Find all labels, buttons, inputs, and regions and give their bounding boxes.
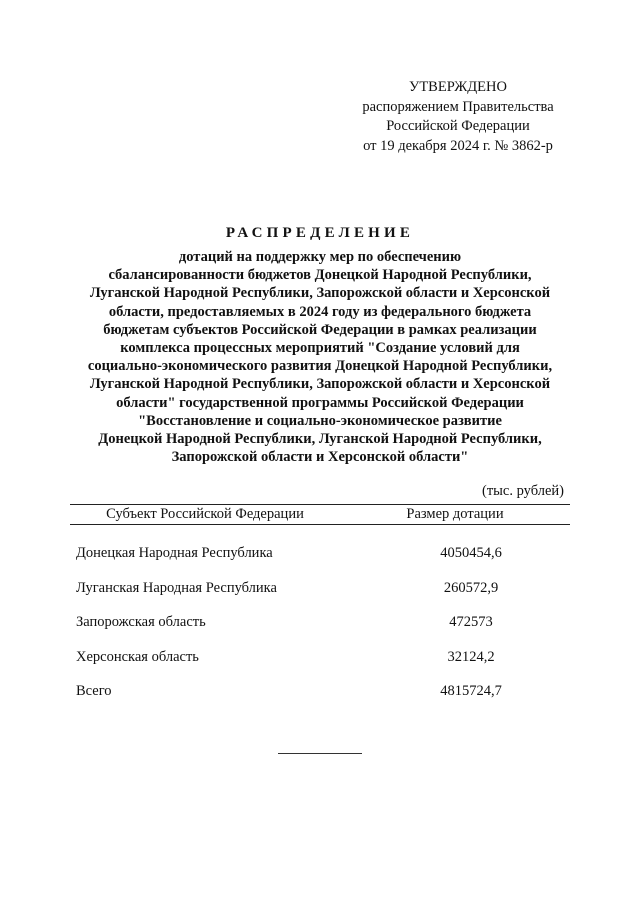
subtitle-line: комплекса процессных мероприятий "Создание условий для: [120, 340, 520, 357]
row-amount: 4050454,6: [440, 545, 502, 561]
table-body: [70, 525, 570, 716]
row-subject: Всего: [76, 683, 112, 700]
end-separator-line: [278, 753, 362, 754]
header-amount: Размер дотации: [406, 506, 504, 522]
approval-line-date: от 19 декабря 2024 г. № 3862-р: [363, 137, 553, 154]
table-row: [70, 578, 570, 613]
row-subject: Запорожская область: [76, 614, 206, 631]
subtitle-line: социально-экономического развития Донецкой Народной Республики,: [87, 358, 553, 375]
approval-line-order: распоряжением Правительства: [362, 98, 554, 115]
row-subject: Херсонская область: [76, 648, 199, 665]
table-row: [70, 543, 570, 578]
table-header: [70, 504, 570, 525]
subtitle-line: бюджетам субъектов Российской Федерации в рамках реализации: [103, 321, 537, 338]
header-subject: Субъект Российской Федерации: [106, 506, 304, 522]
approval-stamp: [330, 78, 586, 156]
subtitle-line: дотаций на поддержку мер по обеспечению: [178, 249, 462, 265]
table-row-total: [70, 681, 570, 716]
document-subtitle: [70, 248, 570, 466]
subsidy-table: [70, 504, 570, 716]
row-subject: Донецкая Народная Республика: [76, 545, 273, 561]
approval-line-government: Российской Федерации: [386, 118, 530, 134]
unit-label: (тыс. рублей): [482, 483, 564, 499]
table-row: [70, 612, 570, 647]
subtitle-line: Луганской Народной Республики, Запорожской области и Херсонской: [89, 376, 551, 393]
subtitle-line: Донецкой Народной Республики, Луганской Народной Республики,: [98, 431, 542, 448]
row-amount: 472573: [449, 614, 493, 631]
approval-line-approved: УТВЕРЖДЕНО: [409, 79, 507, 95]
row-subject: Луганская Народная Республика: [76, 579, 277, 596]
subtitle-line: Запорожской области и Херсонской области": [171, 449, 469, 466]
subtitle-line: "Восстановление и социально-экономическое развитие: [138, 412, 502, 429]
document-title: РАСПРЕДЕЛЕНИЕ: [225, 225, 415, 241]
subtitle-line: области" государственной программы Российской Федерации: [116, 394, 524, 411]
row-amount: 260572,9: [443, 579, 499, 596]
subtitle-line: сбалансированности бюджетов Донецкой Народной Республики,: [108, 267, 532, 284]
subtitle-line: области, предоставляемых в 2024 году из федерального бюджета: [108, 303, 532, 320]
subtitle-line: Луганской Народной Республики, Запорожской области и Херсонской: [89, 285, 551, 302]
table-row: [70, 647, 570, 682]
row-amount: 32124,2: [447, 648, 495, 665]
row-amount: 4815724,7: [440, 683, 502, 700]
